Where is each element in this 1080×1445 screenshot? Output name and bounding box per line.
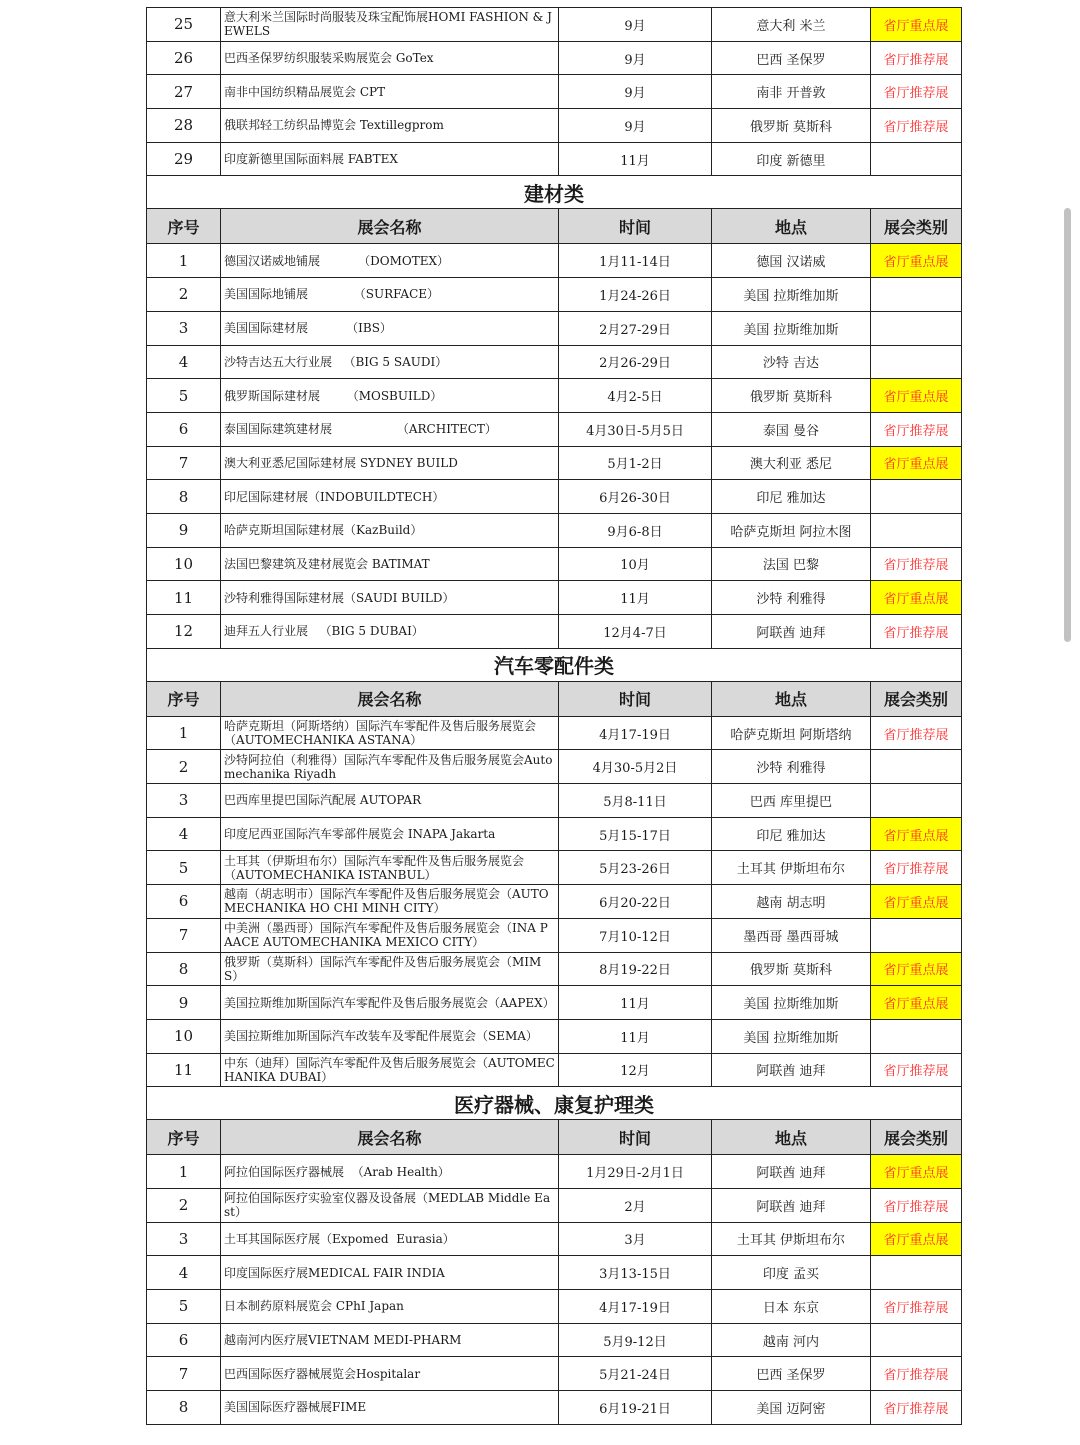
table-row (147, 480, 962, 514)
header-location: 地点 (712, 209, 871, 244)
exhibition-category: 省厅重点展 (871, 446, 962, 480)
exhibition-category: 省厅推荐展 (871, 615, 962, 649)
exhibition-category (871, 513, 962, 547)
row-index: 2 (147, 278, 221, 312)
exhibition-name: 沙特利雅得国际建材展（SAUDI BUILD） (221, 581, 559, 615)
exhibition-category (871, 480, 962, 514)
exhibition-time: 12月4-7日 (559, 615, 712, 649)
exhibition-location: 哈萨克斯坦 阿拉木图 (712, 513, 871, 547)
exhibition-name: 哈萨克斯坦国际建材展（KazBuild） (221, 513, 559, 547)
exhibition-time: 3月13-15日 (559, 1256, 712, 1290)
table-row (147, 784, 962, 818)
table-row (147, 379, 962, 413)
exhibition-time: 4月17-19日 (559, 1290, 712, 1324)
exhibition-location: 阿联酋 迪拜 (712, 1155, 871, 1189)
exhibition-category: 省厅重点展 (871, 8, 962, 42)
exhibition-time: 12月 (559, 1053, 712, 1087)
exhibition-location: 印度 孟买 (712, 1256, 871, 1290)
exhibition-category: 省厅推荐展 (871, 1053, 962, 1087)
vertical-scrollbar[interactable] (1064, 208, 1071, 642)
table-row (147, 1391, 962, 1425)
exhibition-category (871, 278, 962, 312)
table-row (147, 109, 962, 143)
table-row (147, 581, 962, 615)
exhibition-location: 法国 巴黎 (712, 547, 871, 581)
row-index: 5 (147, 379, 221, 413)
header-name: 展会名称 (221, 209, 559, 244)
table-row (147, 278, 962, 312)
exhibition-name: 澳大利亚悉尼国际建材展 SYDNEY BUILD (221, 446, 559, 480)
table-row (147, 311, 962, 345)
row-index: 26 (147, 41, 221, 75)
table-row (147, 851, 962, 885)
exhibition-location: 美国 拉斯维加斯 (712, 1019, 871, 1053)
exhibition-location: 日本 东京 (712, 1290, 871, 1324)
table-row (147, 1323, 962, 1357)
exhibition-location: 哈萨克斯坦 阿斯塔纳 (712, 716, 871, 750)
exhibition-time: 5月9-12日 (559, 1323, 712, 1357)
exhibition-time: 5月23-26日 (559, 851, 712, 885)
exhibition-location: 阿联酋 迪拜 (712, 1188, 871, 1222)
exhibition-time: 4月2-5日 (559, 379, 712, 413)
section-title: 医疗器械、康复护理类 (147, 1087, 962, 1120)
exhibition-category: 省厅推荐展 (871, 1290, 962, 1324)
exhibition-time: 2月26-29日 (559, 345, 712, 379)
exhibition-time: 11月 (559, 581, 712, 615)
exhibition-location: 美国 拉斯维加斯 (712, 278, 871, 312)
exhibition-category: 省厅推荐展 (871, 109, 962, 143)
exhibition-name: 泰国国际建筑建材展 （ARCHITECT） (221, 412, 559, 446)
header-category: 展会类别 (871, 1120, 962, 1155)
row-index: 3 (147, 1222, 221, 1256)
exhibition-time: 5月1-2日 (559, 446, 712, 480)
section-title: 汽车零配件类 (147, 648, 962, 681)
table-row (147, 1155, 962, 1189)
row-index: 8 (147, 480, 221, 514)
header-category: 展会类别 (871, 681, 962, 716)
exhibition-category: 省厅推荐展 (871, 1188, 962, 1222)
exhibition-category (871, 1256, 962, 1290)
exhibition-name: 迪拜五人行业展 （BIG 5 DUBAI） (221, 615, 559, 649)
exhibition-time: 11月 (559, 142, 712, 176)
exhibition-category (871, 142, 962, 176)
row-index: 25 (147, 8, 221, 42)
exhibition-time: 1月29日-2月1日 (559, 1155, 712, 1189)
row-index: 1 (147, 1155, 221, 1189)
table-row (147, 1357, 962, 1391)
row-index: 6 (147, 1323, 221, 1357)
exhibition-name: 南非中国纺织精品展览会 CPT (221, 75, 559, 109)
exhibition-name: 巴西库里提巴国际汽配展 AUTOPAR (221, 784, 559, 818)
exhibition-name: 越南河内医疗展VIETNAM MEDI-PHARM (221, 1323, 559, 1357)
exhibition-time: 9月 (559, 8, 712, 42)
row-index: 7 (147, 1357, 221, 1391)
exhibition-location: 土耳其 伊斯坦布尔 (712, 851, 871, 885)
exhibition-table-sheet (146, 7, 961, 1425)
exhibition-time: 1月24-26日 (559, 278, 712, 312)
row-index: 11 (147, 581, 221, 615)
exhibition-category (871, 1019, 962, 1053)
exhibition-name: 俄罗斯国际建材展 （MOSBUILD） (221, 379, 559, 413)
exhibition-location: 意大利 米兰 (712, 8, 871, 42)
table-row (147, 885, 962, 919)
table-row (147, 1019, 962, 1053)
exhibition-location: 沙特 吉达 (712, 345, 871, 379)
exhibition-name: 印尼国际建材展（INDOBUILDTECH） (221, 480, 559, 514)
exhibition-name: 美国拉斯维加斯国际汽车零配件及售后服务展览会（AAPEX） (221, 986, 559, 1020)
row-index: 9 (147, 986, 221, 1020)
table-row (147, 750, 962, 784)
table-row (147, 513, 962, 547)
exhibition-category: 省厅重点展 (871, 244, 962, 278)
exhibition-location: 阿联酋 迪拜 (712, 1053, 871, 1087)
row-index: 8 (147, 1391, 221, 1425)
exhibition-location: 墨西哥 墨西哥城 (712, 918, 871, 952)
table-row (147, 142, 962, 176)
table-row (147, 547, 962, 581)
exhibition-name: 美国国际建材展 （IBS） (221, 311, 559, 345)
row-index: 5 (147, 851, 221, 885)
row-index: 27 (147, 75, 221, 109)
row-index: 6 (147, 885, 221, 919)
table-row (147, 244, 962, 278)
exhibition-location: 越南 河内 (712, 1323, 871, 1357)
exhibition-name: 沙特阿拉伯（利雅得）国际汽车零配件及售后服务展览会Automechanika Riyadh (221, 750, 559, 784)
exhibition-category: 省厅重点展 (871, 952, 962, 986)
table-row (147, 986, 962, 1020)
exhibition-name: 印度国际医疗展MEDICAL FAIR INDIA (221, 1256, 559, 1290)
row-index: 3 (147, 784, 221, 818)
exhibition-location: 阿联酋 迪拜 (712, 615, 871, 649)
exhibition-location: 土耳其 伊斯坦布尔 (712, 1222, 871, 1256)
exhibition-name: 法国巴黎建筑及建材展览会 BATIMAT (221, 547, 559, 581)
exhibition-location: 俄罗斯 莫斯科 (712, 952, 871, 986)
header-name: 展会名称 (221, 681, 559, 716)
row-index: 2 (147, 750, 221, 784)
header-location: 地点 (712, 681, 871, 716)
exhibition-location: 沙特 利雅得 (712, 581, 871, 615)
exhibition-location: 印尼 雅加达 (712, 480, 871, 514)
exhibition-category: 省厅重点展 (871, 1222, 962, 1256)
exhibition-time: 5月21-24日 (559, 1357, 712, 1391)
table-row (147, 1188, 962, 1222)
row-index: 6 (147, 412, 221, 446)
table-row (147, 41, 962, 75)
exhibition-time: 1月11-14日 (559, 244, 712, 278)
table-row (147, 1053, 962, 1087)
exhibition-time: 9月6-8日 (559, 513, 712, 547)
row-index: 11 (147, 1053, 221, 1087)
row-index: 29 (147, 142, 221, 176)
exhibition-time: 10月 (559, 547, 712, 581)
exhibition-category: 省厅重点展 (871, 885, 962, 919)
section-title-row (147, 1087, 962, 1120)
table-row (147, 817, 962, 851)
exhibition-category: 省厅推荐展 (871, 851, 962, 885)
exhibition-time: 11月 (559, 1019, 712, 1053)
exhibition-time: 4月17-19日 (559, 716, 712, 750)
exhibition-location: 越南 胡志明 (712, 885, 871, 919)
exhibition-name: 印度尼西亚国际汽车零部件展览会 INAPA Jakarta (221, 817, 559, 851)
header-time: 时间 (559, 1120, 712, 1155)
exhibition-name: 阿拉伯国际医疗器械展 （Arab Health） (221, 1155, 559, 1189)
exhibition-category: 省厅重点展 (871, 581, 962, 615)
exhibition-location: 美国 拉斯维加斯 (712, 311, 871, 345)
exhibition-location: 德国 汉诺威 (712, 244, 871, 278)
exhibition-time: 9月 (559, 41, 712, 75)
exhibition-location: 俄罗斯 莫斯科 (712, 109, 871, 143)
exhibition-time: 7月10-12日 (559, 918, 712, 952)
section-title-row (147, 176, 962, 209)
exhibition-time: 2月27-29日 (559, 311, 712, 345)
row-index: 1 (147, 244, 221, 278)
exhibition-category (871, 750, 962, 784)
column-header-row (147, 1120, 962, 1155)
exhibition-time: 8月19-22日 (559, 952, 712, 986)
exhibition-time: 9月 (559, 109, 712, 143)
exhibition-name: 俄罗斯（莫斯科）国际汽车零配件及售后服务展览会（MIMS） (221, 952, 559, 986)
row-index: 9 (147, 513, 221, 547)
exhibition-name: 越南（胡志明市）国际汽车零配件及售后服务展览会（AUTOMECHANIKA HO CHI MINH CITY） (221, 885, 559, 919)
table-row (147, 412, 962, 446)
exhibition-time: 3月 (559, 1222, 712, 1256)
exhibition-category: 省厅重点展 (871, 817, 962, 851)
table-row (147, 952, 962, 986)
exhibition-location: 印度 新德里 (712, 142, 871, 176)
exhibition-category (871, 784, 962, 818)
exhibition-time: 6月26-30日 (559, 480, 712, 514)
row-index: 7 (147, 446, 221, 480)
table-row (147, 75, 962, 109)
header-category: 展会类别 (871, 209, 962, 244)
exhibition-location: 美国 拉斯维加斯 (712, 986, 871, 1020)
exhibition-name: 美国国际地铺展 （SURFACE） (221, 278, 559, 312)
row-index: 12 (147, 615, 221, 649)
row-index: 4 (147, 1256, 221, 1290)
table-row (147, 918, 962, 952)
header-index: 序号 (147, 1120, 221, 1155)
exhibition-name: 沙特吉达五大行业展 （BIG 5 SAUDI） (221, 345, 559, 379)
row-index: 10 (147, 1019, 221, 1053)
exhibition-name: 土耳其（伊斯坦布尔）国际汽车零配件及售后服务展览会 （AUTOMECHANIKA ISTANBUL） (221, 851, 559, 885)
header-time: 时间 (559, 209, 712, 244)
exhibition-location: 美国 迈阿密 (712, 1391, 871, 1425)
exhibition-time: 9月 (559, 75, 712, 109)
exhibition-category: 省厅重点展 (871, 986, 962, 1020)
column-header-row (147, 681, 962, 716)
exhibition-name: 中美洲（墨西哥）国际汽车零配件及售后服务展览会（INA PAACE AUTOMECHANIKA MEXICO CITY） (221, 918, 559, 952)
exhibition-category: 省厅重点展 (871, 379, 962, 413)
exhibition-category: 省厅重点展 (871, 1155, 962, 1189)
exhibition-location: 澳大利亚 悉尼 (712, 446, 871, 480)
exhibition-name: 美国拉斯维加斯国际汽车改装车及零配件展览会（SEMA） (221, 1019, 559, 1053)
row-index: 4 (147, 345, 221, 379)
row-index: 28 (147, 109, 221, 143)
column-header-row (147, 209, 962, 244)
exhibition-name: 美国国际医疗器械展FIME (221, 1391, 559, 1425)
exhibition-location: 巴西 圣保罗 (712, 41, 871, 75)
exhibition-category (871, 311, 962, 345)
exhibition-category: 省厅推荐展 (871, 716, 962, 750)
exhibition-name: 阿拉伯国际医疗实验室仪器及设备展（MEDLAB Middle East） (221, 1188, 559, 1222)
row-index: 8 (147, 952, 221, 986)
row-index: 3 (147, 311, 221, 345)
section-title-row (147, 648, 962, 681)
exhibition-time: 6月20-22日 (559, 885, 712, 919)
exhibition-name: 意大利米兰国际时尚服装及珠宝配饰展HOMI FASHION & JEWELS (221, 8, 559, 42)
exhibition-time: 11月 (559, 986, 712, 1020)
row-index: 4 (147, 817, 221, 851)
exhibition-category: 省厅推荐展 (871, 412, 962, 446)
exhibition-location: 巴西 圣保罗 (712, 1357, 871, 1391)
exhibition-category: 省厅推荐展 (871, 1391, 962, 1425)
row-index: 5 (147, 1290, 221, 1324)
header-index: 序号 (147, 681, 221, 716)
exhibition-name: 俄联邦轻工纺织品博览会 Textillegprom (221, 109, 559, 143)
exhibition-time: 4月30日-5月5日 (559, 412, 712, 446)
exhibition-location: 印尼 雅加达 (712, 817, 871, 851)
table-row (147, 446, 962, 480)
exhibition-category: 省厅推荐展 (871, 1357, 962, 1391)
exhibition-table (146, 7, 962, 1425)
table-row (147, 345, 962, 379)
exhibition-time: 5月15-17日 (559, 817, 712, 851)
exhibition-name: 哈萨克斯坦（阿斯塔纳）国际汽车零配件及售后服务展览会 （AUTOMECHANIKA ASTANA） (221, 716, 559, 750)
header-name: 展会名称 (221, 1120, 559, 1155)
row-index: 7 (147, 918, 221, 952)
exhibition-location: 泰国 曼谷 (712, 412, 871, 446)
exhibition-time: 5月8-11日 (559, 784, 712, 818)
table-row (147, 1222, 962, 1256)
table-row (147, 8, 962, 42)
row-index: 1 (147, 716, 221, 750)
exhibition-location: 巴西 库里提巴 (712, 784, 871, 818)
header-time: 时间 (559, 681, 712, 716)
exhibition-name: 中东（迪拜）国际汽车零配件及售后服务展览会（AUTOMECHANIKA DUBAI） (221, 1053, 559, 1087)
table-row (147, 716, 962, 750)
exhibition-location: 俄罗斯 莫斯科 (712, 379, 871, 413)
exhibition-time: 6月19-21日 (559, 1391, 712, 1425)
exhibition-location: 南非 开普敦 (712, 75, 871, 109)
exhibition-name: 德国汉诺威地铺展 （DOMOTEX） (221, 244, 559, 278)
table-row (147, 615, 962, 649)
table-row (147, 1256, 962, 1290)
header-index: 序号 (147, 209, 221, 244)
exhibition-name: 印度新德里国际面料展 FABTEX (221, 142, 559, 176)
row-index: 2 (147, 1188, 221, 1222)
exhibition-name: 土耳其国际医疗展（Expomed Eurasia） (221, 1222, 559, 1256)
exhibition-time: 4月30-5月2日 (559, 750, 712, 784)
exhibition-name: 巴西国际医疗器械展览会Hospitalar (221, 1357, 559, 1391)
exhibition-category: 省厅推荐展 (871, 41, 962, 75)
exhibition-category: 省厅推荐展 (871, 547, 962, 581)
exhibition-category: 省厅推荐展 (871, 75, 962, 109)
exhibition-location: 沙特 利雅得 (712, 750, 871, 784)
table-row (147, 1290, 962, 1324)
exhibition-category (871, 918, 962, 952)
section-title: 建材类 (147, 176, 962, 209)
header-location: 地点 (712, 1120, 871, 1155)
exhibition-name: 日本制药原料展览会 CPhI Japan (221, 1290, 559, 1324)
exhibition-category (871, 1323, 962, 1357)
row-index: 10 (147, 547, 221, 581)
exhibition-time: 2月 (559, 1188, 712, 1222)
exhibition-category (871, 345, 962, 379)
exhibition-name: 巴西圣保罗纺织服装采购展览会 GoTex (221, 41, 559, 75)
